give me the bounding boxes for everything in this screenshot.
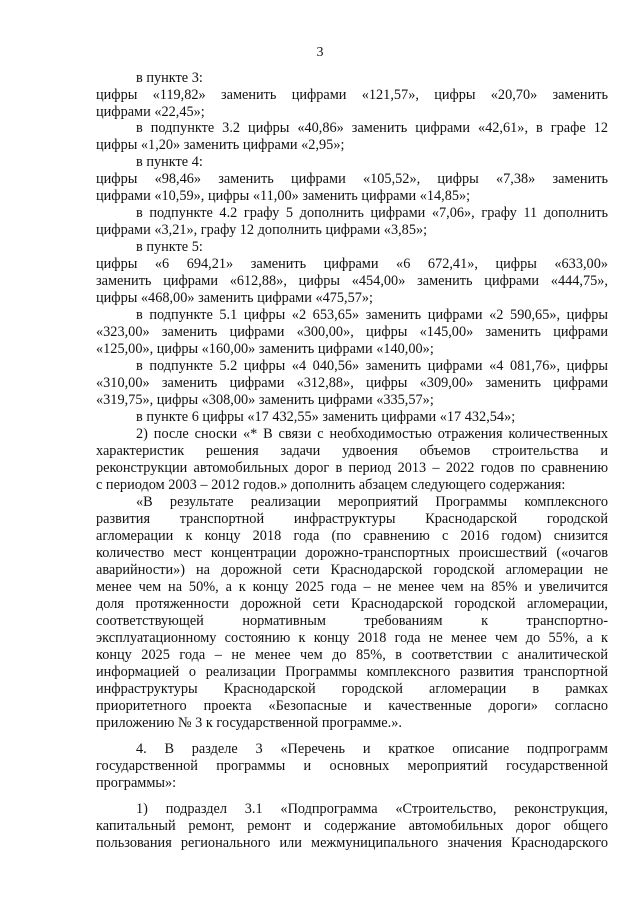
text-line: «323,00» заменить цифрами «300,00», цифры «145,00» заменить цифрами (96, 324, 608, 340)
text-line: цифрами «22,45»; (96, 104, 205, 120)
quote-line: менее чем на 50%, а к концу 2025 года – не менее чем на 85% и увеличится (96, 579, 608, 595)
quote-line: информацией о реализации Программы комплексного развития транспортной (96, 664, 608, 680)
quote-line: эксплуатационному состоянию к концу 2018 года не менее чем до 55%, а к (96, 630, 608, 646)
text-line: в пункте 5: (136, 239, 203, 255)
text-line: государственной программы и основных мероприятий государственной (96, 758, 608, 774)
quote-line: агломерации к концу 2018 года (по сравнению с 2016 годом) снизится (96, 528, 608, 544)
text-line: «319,75», цифры «308,00» заменить цифрами «335,57»; (96, 392, 434, 408)
quote-line: приоритетного проекта «Безопасные и качественные дороги» согласно (96, 698, 608, 714)
text-line: «125,00», цифры «160,00» заменить цифрами «140,00»; (96, 341, 434, 357)
text-line: в пункте 4: (136, 154, 203, 170)
text-line: цифры «6 694,21» заменить цифрами «6 672,41», цифры «633,00» (96, 256, 608, 272)
text-line: цифрами «3,21», графу 12 дополнить цифрами «3,85»; (96, 222, 428, 238)
text-line: цифры «119,82» заменить цифрами «121,57», цифры «20,70» заменить (96, 87, 608, 103)
quote-line: развития транспортной инфраструктуры Краснодарской городской (96, 511, 608, 527)
text-line: 1) подраздел 3.1 «Подпрограмма «Строительство, реконструкция, (136, 801, 608, 817)
text-line: пользования регионального или межмуниципального значения Краснодарского (96, 835, 608, 851)
page-number: 3 (316, 45, 324, 60)
text-line: «310,00» заменить цифрами «312,88», цифры «309,00» заменить цифрами (96, 375, 608, 391)
text-line: цифры «468,00» заменить цифрами «475,57»; (96, 290, 374, 306)
text-line: программы»: (96, 775, 177, 791)
quote-line: инфраструктуры Краснодарской городской агломерации в рамках (96, 681, 608, 697)
text-line: реконструкции автомобильных дорог в период 2013 – 2022 годов по сравнению (96, 460, 608, 476)
quote-line: «В результате реализации мероприятий Программы комплексного (136, 494, 608, 510)
text-line: цифры «1,20» заменить цифрами «2,95»; (96, 137, 345, 153)
text-line: цифрами «10,59», цифры «11,00» заменить цифрами «14,85»; (96, 188, 471, 204)
text-line: в подпункте 3.2 цифры «40,86» заменить цифрами «42,61», в графе 12 (136, 120, 608, 136)
text-line: в пункте 6 цифры «17 432,55» заменить цифрами «17 432,54»; (136, 409, 516, 425)
quote-line: концу 2025 года – не менее чем до 85%, в соответствии с аналитической (96, 647, 608, 663)
text-line: в подпункте 5.2 цифры «4 040,56» заменить цифрами «4 081,76», цифры (136, 358, 608, 374)
quote-line: аварийности») на дорожной сети Краснодарской городской агломерации не (96, 562, 608, 578)
text-line: характеристик решения задачи удвоения объемов строительства и (96, 443, 608, 459)
text-line: в пункте 3: (136, 70, 203, 86)
text-line: 2) после сноски «* В связи с необходимостью отражения количественных (136, 426, 608, 442)
quote-line: доля протяженности дорожной сети Краснодарской городской агломерации, (96, 596, 608, 612)
quote-line: количество мест концентрации дорожно-транспортных происшествий («очагов (96, 545, 608, 561)
text-line: 4. В разделе 3 «Перечень и краткое описание подпрограмм (136, 741, 608, 757)
text-line: в подпункте 4.2 графу 5 дополнить цифрами «7,06», графу 11 дополнить (136, 205, 608, 221)
text-line: заменить цифрами «612,88», цифры «454,00» заменить цифрами «444,75», (96, 273, 608, 289)
quote-line: соответствующей нормативным требованиям к транспортно- (96, 613, 608, 629)
text-line: капитальный ремонт, ремонт и содержание автомобильных дорог общего (96, 818, 608, 834)
text-line: с периодом 2003 – 2012 годов.» дополнить абзацем следующего содержания: (96, 477, 566, 493)
text-line: цифры «98,46» заменить цифрами «105,52», цифры «7,38» заменить (96, 171, 608, 187)
text-line: в подпункте 5.1 цифры «2 653,65» заменить цифрами «2 590,65», цифры (136, 307, 608, 323)
quote-line: приложению № 3 к государственной программе.». (96, 715, 402, 731)
